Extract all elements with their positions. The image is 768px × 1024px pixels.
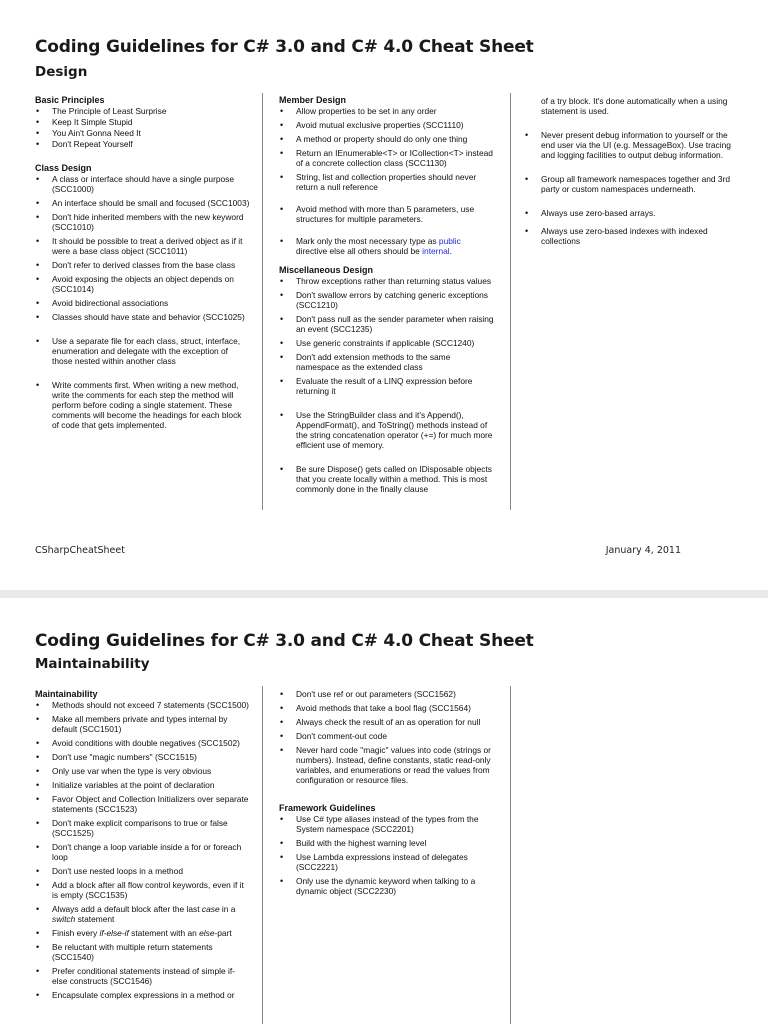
class-design-heading: Class Design xyxy=(35,163,92,173)
list-item-continued: of a try block. It's done automatically when a using statement is used. xyxy=(541,96,728,116)
list-item: • Avoid conditions with double negatives (SCC1502) xyxy=(35,738,250,748)
list-item: • Favor Object and Collection Initializers over separate statements (SCC1523) xyxy=(35,794,250,814)
list-item: • Don't swallow errors by catching generic exceptions (SCC1210) xyxy=(279,290,494,310)
list-item: • Initialize variables at the point of declaration xyxy=(35,780,250,790)
list-item: • Use a separate file for each class, struct, interface, enumeration and delegate with the exception of those nested within another class xyxy=(35,336,250,366)
list-item: • Don't comment-out code xyxy=(279,731,494,741)
misc-design-heading: Miscellaneous Design xyxy=(279,265,374,275)
list-item: • Group all framework namespaces together and 3rd party or custom namespaces underneath. xyxy=(524,174,739,194)
column-2 xyxy=(279,95,494,498)
list-item: • Methods should not exceed 7 statements (SCC1500) xyxy=(35,700,250,710)
section-subtitle: Maintainability xyxy=(35,656,150,672)
misc-design-continued-list xyxy=(524,96,739,246)
list-item: • Mark only the most necessary type as public directive else all others should be internal. xyxy=(279,236,494,256)
list-item: • Prefer conditional statements instead of simple if-else constructs (SCC1546) xyxy=(35,966,250,986)
page-gap xyxy=(0,590,768,598)
list-item: • Build with the highest warning level xyxy=(279,838,494,848)
section-subtitle: Design xyxy=(35,64,88,80)
list-item: • An interface should be small and focused (SCC1003) xyxy=(35,198,250,208)
list-item: • Classes should have state and behavior (SCC1025) xyxy=(35,312,250,322)
list-item: • Avoid mutual exclusive properties (SCC1110) xyxy=(279,120,494,130)
list-item: • Add a block after all flow control keywords, even if it is empty (SCC1535) xyxy=(35,880,250,900)
list-item: • Always add a default block after the last case in a switch statement xyxy=(35,904,250,924)
list-item: • Don't hide inherited members with the new keyword (SCC1010) xyxy=(35,212,250,232)
column-3 xyxy=(524,96,739,250)
page-maintainability xyxy=(0,598,768,1024)
list-item: • Don't add extension methods to the same namespace as the extended class xyxy=(279,352,494,372)
list-item: • Evaluate the result of a LINQ expression before returning it xyxy=(279,376,494,396)
list-item: • It should be possible to treat a derived object as if it were a base class object (SCC1011) xyxy=(35,236,250,256)
column-divider xyxy=(262,93,263,510)
basic-principles-list xyxy=(35,106,250,149)
list-item: • Use generic constraints if applicable (SCC1240) xyxy=(279,338,494,348)
list-item: • Only use the dynamic keyword when talking to a dynamic object (SCC2230) xyxy=(279,876,494,896)
list-item: • Never hard code "magic" values into code (strings or numbers). Instead, define constants, static read-only variables, and enumerations or read the values from configuration or resource files. xyxy=(279,745,494,785)
column-divider xyxy=(510,93,511,510)
list-item: • Avoid bidirectional associations xyxy=(35,298,250,308)
footer-left: CSharpCheatSheet xyxy=(35,545,125,556)
list-item: • Avoid method with more than 5 parameters, use structures for multiple parameters. xyxy=(279,204,494,224)
list-item: • Be reluctant with multiple return statements (SCC1540) xyxy=(35,942,250,962)
list-item: • Return an IEnumerable<T> or ICollection<T> instead of a concrete collection class (SCC1130) xyxy=(279,148,494,168)
framework-guidelines-heading: Framework Guidelines xyxy=(279,803,376,813)
member-design-list xyxy=(279,106,494,256)
list-item: • You Ain't Gonna Need It xyxy=(35,128,250,138)
list-item: • Use C# type aliases instead of the types from the System namespace (SCC2201) xyxy=(279,814,494,834)
list-item: • Avoid methods that take a bool flag (SCC1564) xyxy=(279,703,494,713)
list-item: • Never present debug information to yourself or the end user via the UI (e.g. MessageBox). Use tracing and logging facilities to output debug information. xyxy=(524,130,739,160)
column-1 xyxy=(35,689,250,1004)
basic-principles-heading: Basic Principles xyxy=(35,95,105,105)
list-item: • Don't refer to derived classes from the base class xyxy=(35,260,250,270)
column-divider xyxy=(262,686,263,1024)
maintainability-continued-list xyxy=(279,689,494,785)
class-design-list xyxy=(35,174,250,430)
list-item: • A class or interface should have a single purpose (SCC1000) xyxy=(35,174,250,194)
keyword-internal: internal xyxy=(422,246,450,256)
list-item: • Avoid exposing the objects an object depends on (SCC1014) xyxy=(35,274,250,294)
column-1 xyxy=(35,95,250,434)
maintainability-list xyxy=(35,700,250,1000)
list-item: • Throw exceptions rather than returning status values xyxy=(279,276,494,286)
framework-guidelines-list xyxy=(279,814,494,896)
maintainability-heading: Maintainability xyxy=(35,689,98,699)
list-item: • Don't Repeat Yourself xyxy=(35,139,250,149)
keyword-public: public xyxy=(438,236,461,246)
list-item: • Don't change a loop variable inside a for or foreach loop xyxy=(35,842,250,862)
list-item: • Keep It Simple Stupid xyxy=(35,117,250,127)
page-title: Coding Guidelines for C# 3.0 and C# 4.0 Cheat Sheet xyxy=(35,631,534,651)
list-item: • Don't use nested loops in a method xyxy=(35,866,250,876)
list-item: • Don't make explicit comparisons to true or false (SCC1525) xyxy=(35,818,250,838)
list-item: • Be sure Dispose() gets called on IDisposable objects that you create locally within a method. This is most commonly done in the finally clause xyxy=(279,464,494,494)
list-item: • The Principle of Least Surprise xyxy=(35,106,250,116)
list-item: • Allow properties to be set in any order xyxy=(279,106,494,116)
list-item: • Only use var when the type is very obvious xyxy=(35,766,250,776)
list-item: • Always use zero-based arrays. xyxy=(524,208,739,218)
column-divider xyxy=(510,686,511,1024)
list-item: • Write comments first. When writing a new method, write the comments for each step the method will perform before coding a single statement. These comments will become the headings for each block of code that gets implemented. xyxy=(35,380,250,430)
list-item: • Use Lambda expressions instead of delegates (SCC2221) xyxy=(279,852,494,872)
list-item: • Don't pass null as the sender parameter when raising an event (SCC1235) xyxy=(279,314,494,334)
list-item: • Use the StringBuilder class and it's Append(), AppendFormat(), and ToString() methods instead of the string concatenation operator (+=) for much more efficient use of memory. xyxy=(279,410,494,450)
misc-design-list xyxy=(279,276,494,494)
list-item: • Always check the result of an as operation for null xyxy=(279,717,494,727)
page-title: Coding Guidelines for C# 3.0 and C# 4.0 Cheat Sheet xyxy=(35,37,534,57)
list-item: • Make all members private and types internal by default (SCC1501) xyxy=(35,714,250,734)
list-item: • Encapsulate complex expressions in a method or xyxy=(35,990,250,1000)
footer-date: January 4, 2011 xyxy=(605,545,681,556)
list-item: • Don't use "magic numbers" (SCC1515) xyxy=(35,752,250,762)
list-item: • Don't use ref or out parameters (SCC1562) xyxy=(279,689,494,699)
member-design-heading: Member Design xyxy=(279,95,347,105)
column-2 xyxy=(279,689,494,900)
list-item: • Finish every if-else-if statement with an else-part xyxy=(35,928,250,938)
list-item: • String, list and collection properties should never return a null reference xyxy=(279,172,494,192)
list-item: • A method or property should do only one thing xyxy=(279,134,494,144)
list-item: • Always use zero-based indexes with indexed collections xyxy=(524,226,739,246)
